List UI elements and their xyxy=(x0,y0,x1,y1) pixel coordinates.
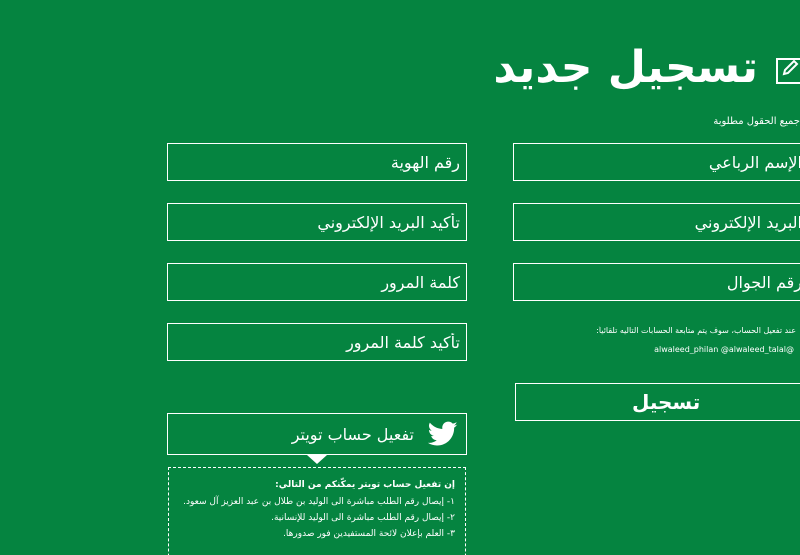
twitter-info-item: ٢- إيصال رقم الطلب مباشرة الى الوليد للإنسانية. xyxy=(271,513,455,523)
follow-accounts: @alwaleed_philan @alwaleed_talal xyxy=(654,345,794,354)
email-field[interactable] xyxy=(513,203,800,241)
id-number-field[interactable] xyxy=(167,143,467,181)
password-field[interactable] xyxy=(167,263,467,301)
required-fields-note: جميع الحقول مطلوبة xyxy=(713,116,800,127)
twitter-button-label: تفعيل حساب تويتر xyxy=(291,424,414,444)
full-name-field[interactable] xyxy=(513,143,800,181)
twitter-info-title: إن تفعيل حساب تويتر يمكّنكم من التالي: xyxy=(275,480,455,490)
mobile-field[interactable] xyxy=(513,263,800,301)
twitter-activate-button[interactable] xyxy=(167,413,467,455)
dropdown-pointer xyxy=(307,455,327,464)
twitter-info-item: ٣- العلم بإعلان لائحة المستفيدين فور صدورها. xyxy=(283,529,455,539)
follow-notice: عند تفعيل الحساب، سوف يتم متابعة الحسابات التاليه تلقائياً: xyxy=(596,326,796,335)
edit-icon xyxy=(776,58,800,84)
twitter-info-item: ١- إيصال رقم الطلب مباشرة الى الوليد بن طلال بن عبد العزيز آل سعود. xyxy=(183,497,455,507)
twitter-info-box xyxy=(168,467,466,555)
page-title: تسجيل جديد xyxy=(493,42,758,93)
twitter-bird-icon xyxy=(428,421,458,447)
password-confirm-field[interactable] xyxy=(167,323,467,361)
register-button[interactable]: تسجيل xyxy=(515,383,800,421)
email-confirm-field[interactable] xyxy=(167,203,467,241)
